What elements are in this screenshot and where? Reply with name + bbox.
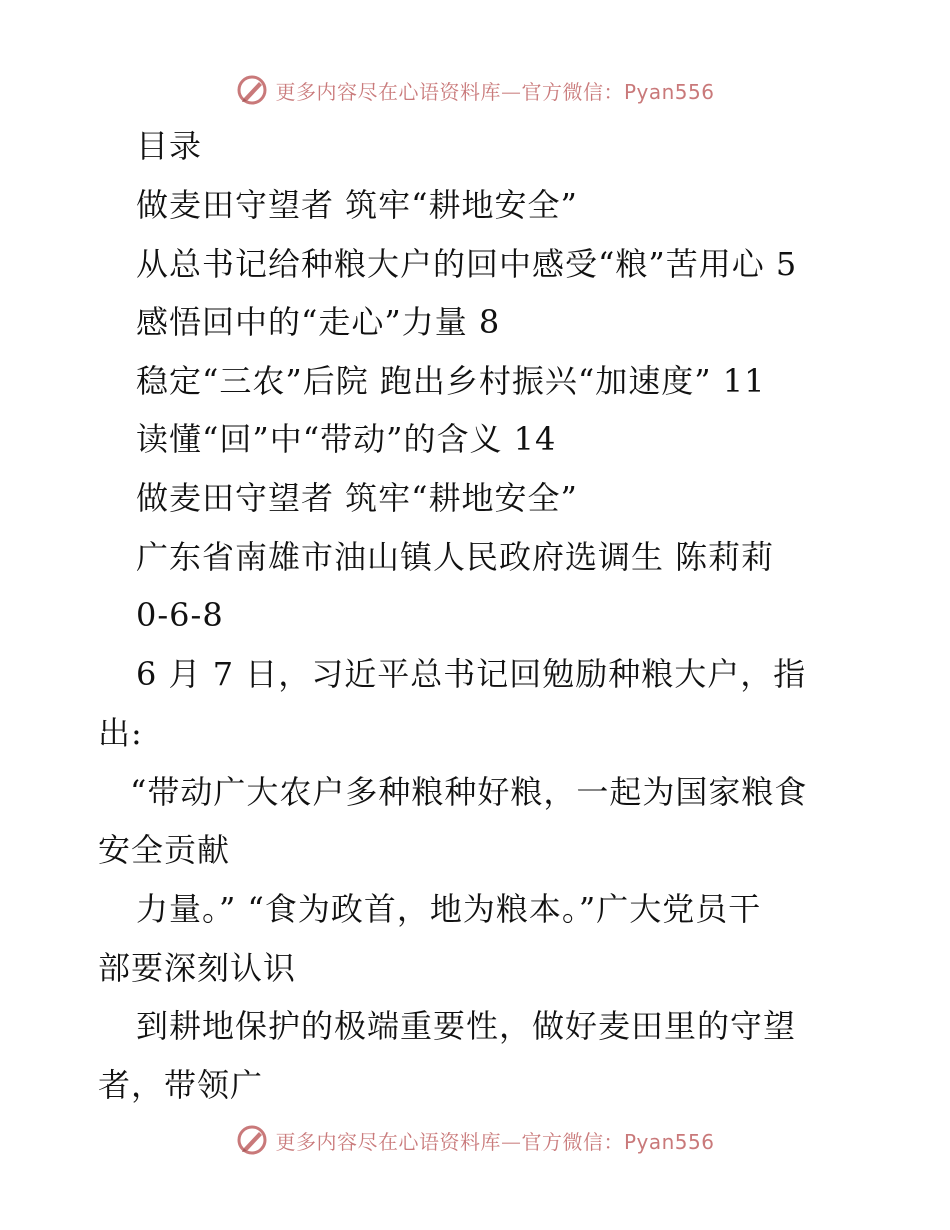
watermark-brand: 更多内容尽在心语资料库: [275, 79, 501, 104]
paragraph-line: 出:: [98, 714, 143, 752]
paragraph-line: 力量。” “食为政首，地为粮本。”广大党员干: [136, 890, 762, 928]
paragraph-line: 安全贡献: [98, 831, 231, 869]
paragraph-line: “带动广大农户多种粮种好粮，一起为国家粮食: [130, 773, 808, 811]
toc-title: 目录: [136, 127, 203, 165]
toc-entry: 稳定“三农”后院 跑出乡村振兴“加速度” 11: [136, 362, 766, 400]
watermark-separator: —: [500, 1129, 522, 1154]
paragraph-line: 者，带领广: [98, 1066, 264, 1104]
watermark-wechat: 官方微信：Pyan556: [521, 1129, 715, 1154]
toc-entry: 从总书记给种粮大户的回中感受“粮”苦用心 5: [136, 245, 798, 283]
watermark-brand: 更多内容尽在心语资料库: [275, 1129, 501, 1154]
paragraph-line: 到耕地保护的极端重要性，做好麦田里的守望: [136, 1007, 797, 1045]
toc-entry: 读懂“回”中“带动”的含义 14: [136, 420, 557, 458]
watermark-text: [275, 1126, 714, 1155]
article-date: 0-6-8: [136, 596, 224, 634]
author-line: 广东省南雄市油山镇人民政府选调生 陈莉莉: [136, 538, 775, 576]
paragraph-line: 6 月 7 日，习近平总书记回勉励种粮大户，指: [136, 655, 807, 693]
paragraph-line: 部要深刻认识: [98, 949, 297, 987]
article-title: 做麦田守望者 筑牢“耕地安全”: [136, 479, 578, 517]
watermark-separator: —: [500, 79, 522, 104]
footer-watermark: [0, 1120, 950, 1160]
watermark-wechat: 官方微信：Pyan556: [521, 79, 715, 104]
toc-entry: 做麦田守望者 筑牢“耕地安全”: [136, 186, 578, 224]
toc-entry: 感悟回中的“走心”力量 8: [136, 303, 501, 341]
pen-circle-logo-icon: [235, 1123, 269, 1157]
